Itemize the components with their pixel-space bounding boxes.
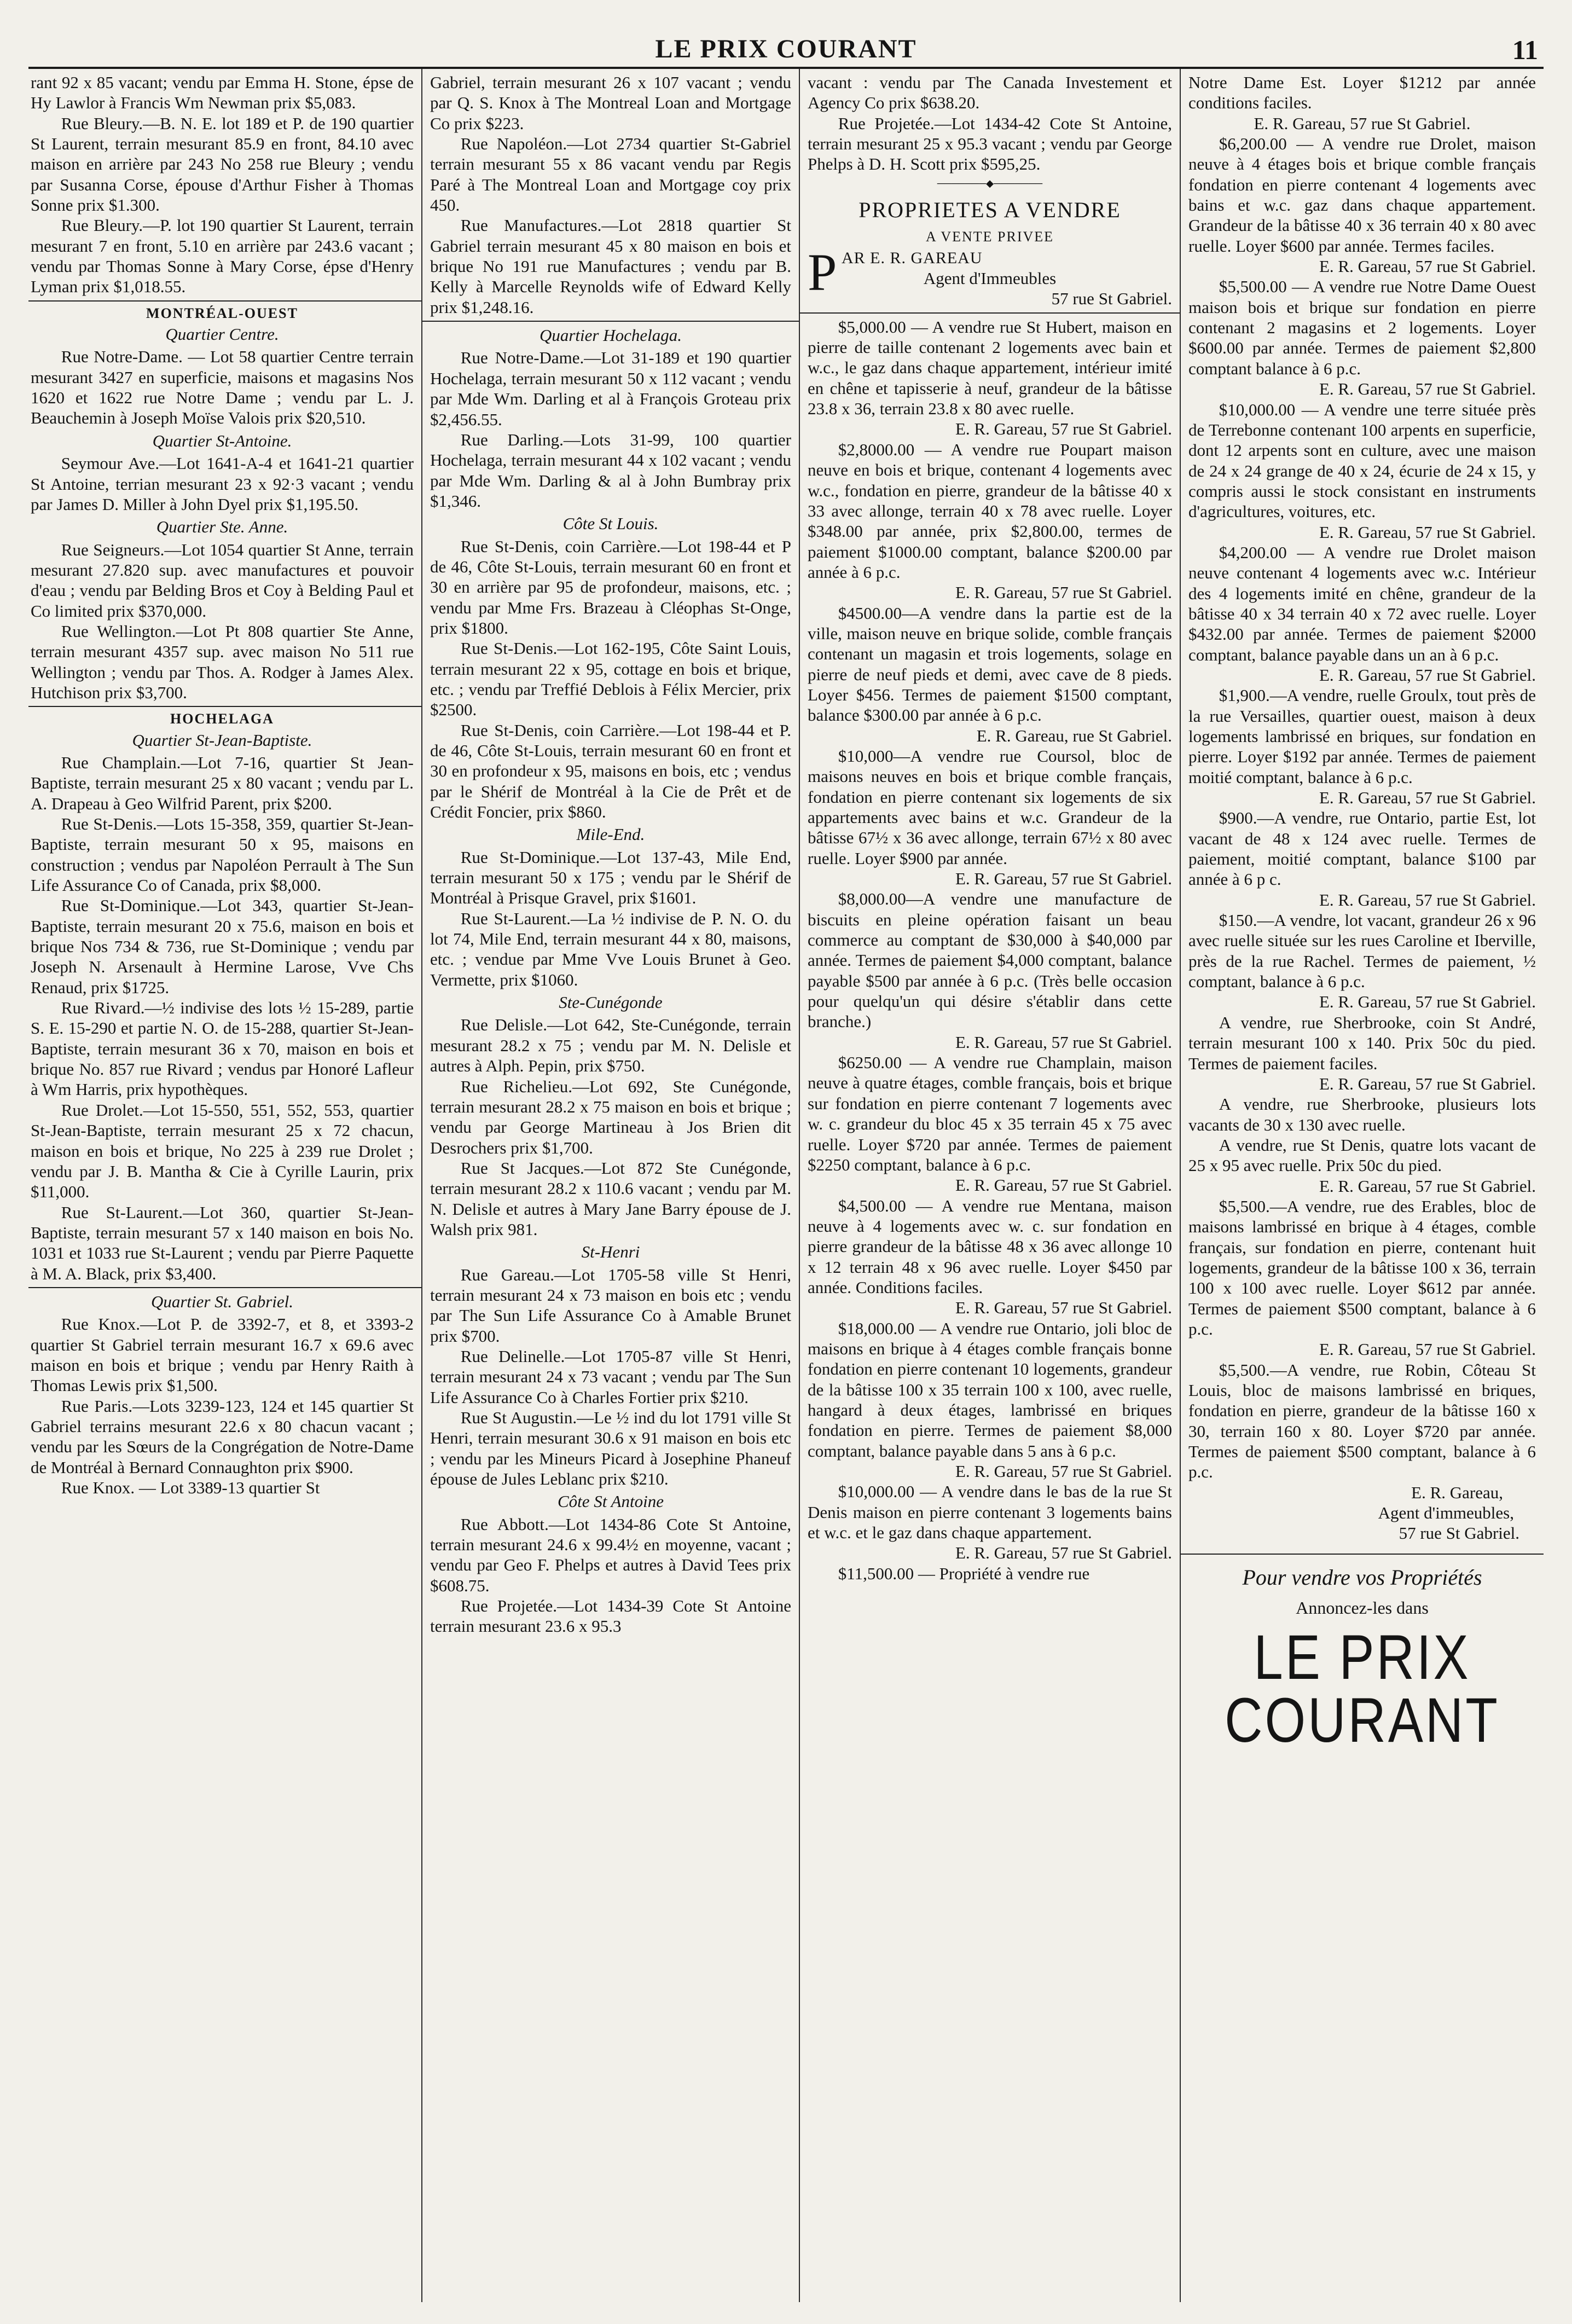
district-heading: St-Henri — [581, 1242, 640, 1262]
listing: rant 92 x 85 vacant; vendu par Emma H. Stone, épse de Hy Lawlor à Francis Wm Newman prix $5,083. — [31, 73, 414, 113]
promo-subtitle: Annoncez-les dans — [1296, 1597, 1429, 1618]
signature: E. R. Gareau, 57 rue St Gabriel. — [955, 1543, 1172, 1563]
divider — [28, 300, 421, 302]
listing: Rue Notre-Dame. — Lot 58 quartier Centre terrain mesurant 3427 en superficie, maisons et magasins Nos 1620 et 1622 rue Notre Dame ; vendu par L. J. Beauchemin à Joseph Moïse Valois prix $20,510. — [31, 347, 414, 428]
section-heading: MONTRÉAL-OUEST — [146, 305, 298, 321]
listing: Rue Darling.—Lots 31-99, 100 quartier Hochelaga, terrain mesurant 44 x 102 vacant ; vendu par Mde Wm. Darling & al à John Bumbray prix $1,346. — [430, 430, 791, 511]
listing: Rue St-Denis.—Lots 15-358, 359, quartier St-Jean-Baptiste, terrain mesurant 50 x 95, maisons en construction ; vendus par Napoléon Perrault à The Sun Life Assurance Co of Canada, prix $8,000. — [31, 814, 414, 895]
agent-block — [808, 242, 1172, 309]
drop-cap: P — [808, 242, 837, 302]
column-2 — [421, 69, 799, 2302]
listing: Rue Wellington.—Lot Pt 808 quartier Ste Anne, terrain mesurant 4357 sup. avec maison No 511 rue Wellington ; vendu par Thos. A. Rodger à James Alex. Hutchison prix $3,700. — [31, 621, 414, 702]
district-heading: Quartier Hochelaga. — [539, 326, 682, 345]
ornament-divider: ───────◆─────── — [937, 177, 1043, 189]
agent-address: 57 rue St Gabriel. — [1051, 289, 1172, 309]
listing: $4,200.00 — A vendre rue Drolet maison neuve contenant 4 logements avec w.c. Intérieur des 4 logements imité en chêne, grandeur de la bâtisse 40 x 34 terrain 40 x 72 avec ruelle. Loyer $432.00 par année. Termes de paiement $2000 comptant, balance payable dans un an à 6 p.c. — [1188, 542, 1536, 664]
listing: Rue St Augustin.—Le ½ ind du lot 1791 ville St Henri, terrain mesurant 30.6 x 91 maison en bois etc ; vendu par les Mineurs Picard à Josephine Phaneuf épouse de Jules Leblanc prix $210. — [430, 1408, 791, 1489]
signature: E. R. Gareau, 57 rue St Gabriel. — [955, 1032, 1172, 1052]
listing: $1,900.—A vendre, ruelle Groulx, tout près de la rue Versailles, quartier ouest, maison à deux logements lambrissé en briques, sur fondation en pierre. Loyer $192 par année. Termes de paiement moitié comptant, balance à 6 p.c. — [1188, 686, 1536, 787]
signature: E. R. Gareau, 57 rue St Gabriel. — [955, 419, 1172, 439]
listing: Rue Delinelle.—Lot 1705-87 ville St Henri, terrain mesurant 24 x 73 vacant ; vendu par The Sun Life Assurance Co à Charles Fortier prix $210. — [430, 1346, 791, 1407]
listing: $900.—A vendre, rue Ontario, partie Est, lot vacant de 48 x 124 avec ruelle. Termes de paiement, moitié comptant, balance $100 par année à 6 p c. — [1188, 808, 1536, 889]
promo-title: Pour vendre vos Propriétés — [1242, 1564, 1482, 1590]
signature: E. R. Gareau, 57 rue St Gabriel. — [1319, 788, 1536, 808]
signature: E. R. Gareau, 57 rue St Gabriel. — [1319, 890, 1536, 909]
listing: $8,000.00—A vendre une manufacture de biscuits en pleine opération faisant un beau commerce au comptant de $30,000 à $40,000 par année. Termes de paiement $4,000 comptant, balance payable $500 par année à 6 p.c. (Très belle occasion pour quelqu'un qui désire s'établir dans cette branche.) — [808, 889, 1172, 1031]
listing: Rue Champlain.—Lot 7-16, quartier St Jean-Baptiste, terrain mesurant 25 x 80 vacant ; vendu par L. A. Drapeau à Geo Wilfrid Parent, prix $200. — [31, 752, 414, 813]
subheading: A VENTE PRIVEE — [925, 228, 1054, 245]
listing: A vendre, rue Sherbrooke, coin St André, terrain mesurant 100 x 140. Prix 50c du pied. Termes de paiement faciles. — [1188, 1012, 1536, 1073]
district-heading: Quartier Centre. — [165, 324, 279, 344]
listing: $4500.00—A vendre dans la partie est de la ville, maison neuve en brique solide, comble français contenant un magasin et trois logements, solage en pierre de neuf pieds et demi, avec cave de 8 pieds. Loyer $456. Termes de paiement $1500 comptant, balance $300.00 par année à 6 p.c. — [808, 603, 1172, 725]
listing: Rue Rivard.—½ indivise des lots ½ 15-289, partie S. E. 15-290 et partie N. O. de 15-288, quartier St-Jean-Baptiste, terrain mesurant 36 x 70, maison en bois et brique No. 857 rue Rivard ; vendus par Honoré Lafleur à Wm Harris, prix hypothèques. — [31, 998, 414, 1099]
listing: $5,500.—A vendre, rue des Erables, bloc de maisons lambrissé en brique à 4 étages, comble français, sur fondation en pierre, contenant huit logements, grandeur de la bâtisse 100 x 36, terrain 100 x 100 avec ruelle. Loyer $612 par année. Termes de paiement $500 comptant, balance à 6 p.c. — [1188, 1196, 1536, 1338]
listing: $10,000—A vendre rue Coursol, bloc de maisons neuves en bois et brique comble français, fondation en pierre contenant six logements de six appartements avec bains et w.c. Grandeur de la bâtisse 67½ x 36 avec allonge, terrain 67½ x 80 avec ruelle. Loyer $900 par année. — [808, 746, 1172, 868]
listing: Rue Knox.—Lot P. de 3392-7, et 8, et 3393-2 quartier St Gabriel terrain mesurant 16.7 x 69.6 avec maison en bois et brique ; vendu par Henry Raith à Thomas Lewis prix $1,500. — [31, 1314, 414, 1395]
listing: Rue St-Laurent.—La ½ indivise de P. N. O. du lot 74, Mile End, terrain mesurant 44 x 80, maisons, etc. ; vendue par Mme Vve Louis Brunet à Geo. Vermette, prix $1060. — [430, 908, 791, 989]
section-heading: HOCHELAGA — [170, 711, 274, 727]
signature: E. R. Gareau, 57 rue St Gabriel. — [1254, 113, 1471, 133]
listing: Rue St-Denis, coin Carrière.—Lot 198-44 et P de 46, Côte St-Louis, terrain mesurant 60 en front et 30 en arrière par 95 de profondeur, maisons, etc. ; vendu par Mme Frs. Brazeau à Cléophas St-Onge, prix $1800. — [430, 536, 791, 637]
listing: $6250.00 — A vendre rue Champlain, maison neuve à quatre étages, comble français, bois et brique sur fondation en pierre contenant 7 logements avec w. c. grandeur du bloc 45 x 35 terrain 45 x 75 avec ruelle. Loyer $720 par année. Termes de paiement $2250 comptant, balance à 6 p.c. — [808, 1053, 1172, 1174]
divider — [28, 1287, 421, 1288]
signature: E. R. Gareau, 57 rue St Gabriel. — [955, 583, 1172, 602]
listing: Rue Notre-Dame.—Lot 31-189 et 190 quartier Hochelaga, terrain mesurant 50 x 112 vacant ; vendu par Mde Wm. Darling et al à François Groteau prix $2,456.55. — [430, 348, 791, 429]
district-heading: Quartier St-Antoine. — [152, 431, 292, 450]
signature: E. R. Gareau, 57 rue St Gabriel. — [1319, 992, 1536, 1012]
agent-role: Agent d'Immeubles — [923, 269, 1057, 288]
listing: $18,000.00 — A vendre rue Ontario, joli bloc de maisons en brique à 4 étages comble français bonne fondation en pierre contenant 10 logements, grandeur de la bâtisse 100 x 35 terrain 100 x 100, avec ruelle, hangard à deux étages, lambrissé en briques fondation en pierre. Termes de paiement $8,000 comptant, balance payable dans 5 ans à 6 p.c. — [808, 1318, 1172, 1461]
listing: Rue St Jacques.—Lot 872 Ste Cunégonde, terrain mesurant 28.2 x 110.6 vacant ; vendu par M. N. Delisle et autres à Mary Jane Barry épouse de J. Walsh prix 981. — [430, 1158, 791, 1239]
signature: E. R. Gareau, rue St Gabriel. — [976, 726, 1172, 745]
divider — [422, 321, 799, 322]
agent-name: AR E. R. GAREAU — [842, 248, 983, 267]
listing: Rue Delisle.—Lot 642, Ste-Cunégonde, terrain mesurant 28.2 x 75 ; vendu par M. N. Delisle et autres à Alph. Pepin, prix $750. — [430, 1015, 791, 1076]
listing: Rue Projetée.—Lot 1434-39 Cote St Antoine terrain mesurant 23.6 x 95.3 — [430, 1596, 791, 1636]
district-heading: Quartier St. Gabriel. — [150, 1291, 294, 1311]
district-heading: Mile-End. — [576, 825, 645, 844]
listing: $150.—A vendre, lot vacant, grandeur 26 x 96 avec ruelle située sur les rues Caroline et Iberville, près de la rue Rachel. Termes de paiement, ½ comptant, balance à 6 p.c. — [1188, 911, 1536, 992]
listing: Rue Gareau.—Lot 1705-58 ville St Henri, terrain mesurant 24 x 73 maison en bois etc ; vendu par The Sun Life Assurance Co à Amable Brunet prix $700. — [430, 1265, 791, 1346]
listing: $10,000.00 — A vendre dans le bas de la rue St Denis maison en pierre contenant 3 logements bains et w.c. et le gaz dans chaque appartement. — [808, 1482, 1172, 1543]
signature: E. R. Gareau, — [1411, 1482, 1503, 1502]
signature: E. R. Gareau, 57 rue St Gabriel. — [1319, 1074, 1536, 1093]
district-heading: Ste-Cunégonde — [559, 993, 663, 1012]
page-number: 11 — [1512, 34, 1538, 65]
listing: Rue Drolet.—Lot 15-550, 551, 552, 553, quartier St-Jean-Baptiste, terrain mesurant 25 x 72 chacun, maison en bois et brique, No 225 à 239 rue Drolet ; vendu par J. B. Mantha & Cie à Cyrille Laurin, prix $11,000. — [31, 1100, 414, 1202]
listing: $5,500.—A vendre, rue Robin, Côteau St Louis, bloc de maisons lambrissé en briques, fondation en pierre, grandeur de la bâtisse 160 x 30, terrain 160 x 80. Loyer $720 par année. Termes de paiement $500 comptant, balance à 6 p.c. — [1188, 1360, 1536, 1482]
signature: E. R. Gareau, 57 rue St Gabriel. — [955, 1462, 1172, 1481]
divider — [28, 706, 421, 707]
column-1 — [28, 69, 421, 2302]
listing: $10,000.00 — A vendre une terre située près de Terrebonne contenant 100 arpents en superficie, dont 12 arpents sont en culture, avec une maison de 24 x 24 grange de 40 x 24, écurie de 24 x 15, y compris aussi le stock consistant en instruments d'agricultures, voitures, etc. — [1188, 399, 1536, 521]
page-header — [28, 33, 1544, 69]
listing: vacant : vendu par The Canada Investement et Agency Co prix $638.20. — [808, 73, 1172, 113]
listing: Rue St-Dominique.—Lot 137-43, Mile End, terrain mesurant 50 x 175 ; vendu par le Shérif de Montréal à Prisque Gravel, prix $1601. — [430, 847, 791, 908]
listing: Rue Abbott.—Lot 1434-86 Cote St Antoine, terrain mesurant 24.6 x 99.4½ en moyenne, vacant ; vendu par Geo F. Phelps et autres à David Tees prix $608.75. — [430, 1514, 791, 1595]
district-heading: Côte St Antoine — [557, 1492, 664, 1511]
listing: Rue Seigneurs.—Lot 1054 quartier St Anne, terrain mesurant 27.820 sup. avec manufactures et pouvoir d'eau ; vendu par Belding Bros et Coy à Belding Paul et Co limited prix $370,000. — [31, 540, 414, 621]
divider — [800, 312, 1180, 314]
newspaper-title: LE PRIX COURANT — [655, 34, 917, 63]
listing: Rue St-Denis.—Lot 162-195, Côte Saint Louis, terrain mesurant 22 x 95, cottage en bois et brique, etc. ; vendu par Treffié Deblois à Félix Mercier, prix $2500. — [430, 639, 791, 720]
column-4 — [1180, 69, 1544, 2302]
column-3 — [799, 69, 1180, 2302]
signature: E. R. Gareau, 57 rue St Gabriel. — [955, 1298, 1172, 1318]
listing: $6,200.00 — A vendre rue Drolet, maison neuve à 4 étages bois et brique comble français fondation en pierre contenant 4 logements avec bains et w.c. gaz dans chaque appartement. Grandeur de la bâtisse 40 x 36 terrain 40 x 80 avec ruelle. Loyer $600 par année. Termes faciles. — [1188, 134, 1536, 256]
listing: $5,000.00 — A vendre rue St Hubert, maison en pierre de taille contenant 2 logements avec bain et w.c., le gaz dans chaque appartement, intérieur imité en chêne et tapisserie à neuf, grandeur de la bâtisse 23.8 x 36, terrain 23.8 x 80 avec ruelle. — [808, 317, 1172, 419]
listing: Rue St-Dominique.—Lot 343, quartier St-Jean-Baptiste, terrain mesurant 20 x 75.6, maison en bois et brique Nos 734 & 736, rue St-Dominique ; vendu par Joseph N. Arsenault à Hermine Larose, Vve Chs Renaud, prix $1725. — [31, 896, 414, 997]
signature: E. R. Gareau, 57 rue St Gabriel. — [1319, 1340, 1536, 1359]
signature: 57 rue St Gabriel. — [1399, 1523, 1519, 1543]
signature: E. R. Gareau, 57 rue St Gabriel. — [1319, 665, 1536, 685]
listing: Rue Bleury.—P. lot 190 quartier St Laurent, terrain mesurant 7 en front, 5.10 en arrière par 243.6 vacant ; vendu par Thomas Sonne à Mary Corse, épse d'Henry Lyman prix $1,018.55. — [31, 216, 414, 297]
listing: Rue Bleury.—B. N. E. lot 189 et P. de 190 quartier St Laurent, terrain mesurant 85.9 en front, 84.10 avec maison en arrière par 243 No 258 rue Bleury ; vendu par Susanna Corse, épouse d'Arthur Fisher à Thomas Sonne prix $1.300. — [31, 113, 414, 215]
listing: Rue Knox. — Lot 3389-13 quartier St — [61, 1478, 320, 1497]
listing: A vendre, rue Sherbrooke, plusieurs lots vacants de 30 x 130 avec ruelle. — [1188, 1094, 1536, 1134]
listing: Rue St-Laurent.—Lot 360, quartier St-Jean-Baptiste, terrain mesurant 57 x 140 maison en bois No. 1031 et 1033 rue St-Laurent ; vendu par Pierre Paquette à M. A. Black, prix $3,400. — [31, 1202, 414, 1283]
signature: Agent d'immeubles, — [1378, 1503, 1514, 1523]
listing: A vendre, rue St Denis, quatre lots vacant de 25 x 95 avec ruelle. Prix 50c du pied. — [1188, 1135, 1536, 1175]
listing: $4,500.00 — A vendre rue Mentana, maison neuve à 4 logements avec w. c. sur fondation en pierre grandeur de la bâtisse 48 x 36 avec allonge 10 x 12 terrain 48 x 96 avec ruelle. Loyer $450 par année. Conditions faciles. — [808, 1196, 1172, 1297]
district-heading: Quartier St-Jean-Baptiste. — [132, 730, 312, 750]
listing: Rue Paris.—Lots 3239-123, 124 et 145 quartier St Gabriel terrains mesurant 22.6 x 80 chacun vacant ; vendu par les Sœurs de la Congrégation de Notre-Dame de Montréal à Bernard Connaughton prix $900. — [31, 1396, 414, 1477]
signature: E. R. Gareau, 57 rue St Gabriel. — [1319, 379, 1536, 399]
listing: Rue Napoléon.—Lot 2734 quartier St-Gabriel terrain mesurant 55 x 86 vacant vendu par Regis Paré à The Montreal Loan and Mortgage coy prix 450. — [430, 134, 791, 215]
divider — [1181, 1554, 1544, 1555]
district-heading: Quartier Ste. Anne. — [156, 517, 288, 537]
district-heading: Côte St Louis. — [562, 514, 659, 534]
listing: Rue Projetée.—Lot 1434-42 Cote St Antoine, terrain mesurant 25 x 95.3 vacant ; vendu par George Phelps à D. H. Scott prix $595,25. — [808, 113, 1172, 174]
columns — [28, 69, 1544, 2302]
listing: $5,500.00 — A vendre rue Notre Dame Ouest maison bois et brique sur fondation en pierre contenant 2 magasins et 2 logements. Loyer $600.00 par année. Termes de paiement $2,800 comptant balance à 6 p.c. — [1188, 277, 1536, 378]
signature: E. R. Gareau, 57 rue St Gabriel. — [955, 869, 1172, 889]
listing: Rue St-Denis, coin Carrière.—Lot 198-44 et P. de 46, Côte St-Louis, terrain mesurant 60 en front et 30 en profondeur x 95, maisons en bois, etc ; vendus par le Shérif de Montréal à la Cie de Prêt et de Crédit Foncier, prix $860. — [430, 720, 791, 822]
listing: Seymour Ave.—Lot 1641-A-4 et 1641-21 quartier St Antoine, terrian mesurant 23 x 92·3 vacant ; vendu par James D. Miller à John Dyel prix $1,195.50. — [31, 454, 414, 514]
promo-newspaper-name: LE PRIX COURANT — [1225, 1622, 1500, 1756]
signature: E. R. Gareau, 57 rue St Gabriel. — [1319, 522, 1536, 542]
signature: E. R. Gareau, 57 rue St Gabriel. — [955, 1175, 1172, 1195]
listing: Rue Richelieu.—Lot 692, Ste Cunégonde, terrain mesurant 28.2 x 75 maison en bois et brique ; vendu par George Martineau à Jos Brien dit Desrochers prix $1,700. — [430, 1076, 791, 1157]
listing: Gabriel, terrain mesurant 26 x 107 vacant ; vendu par Q. S. Knox à The Montreal Loan and Mortgage Co prix $223. — [430, 73, 791, 133]
listing: $11,500.00 — Propriété à vendre rue — [838, 1563, 1090, 1583]
listing: Notre Dame Est. Loyer $1212 par année conditions faciles. — [1188, 73, 1536, 113]
section-heading: PROPRIETES A VENDRE — [858, 198, 1121, 223]
signature: E. R. Gareau, 57 rue St Gabriel. — [1319, 257, 1536, 276]
listing: $2,8000.00 — A vendre rue Poupart maison neuve en bois et brique, contenant 4 logements avec w.c., fondation en pierre, grandeur de la bâtisse 40 x 33 avec allonge, terrain 40 x 78 avec ruelle. Loyer $348.00 par année, prix $2,800.00, termes de paiement $1000.00 comptant, balance $200.00 par année à 6 p.c. — [808, 439, 1172, 582]
listing: Rue Manufactures.—Lot 2818 quartier St Gabriel terrain mesurant 45 x 80 maison en bois et brique No 191 rue Manufactures ; vendu par B. Kelly à Marcelle Reynolds wife of Edward Kelly prix $1,248.16. — [430, 216, 791, 317]
signature: E. R. Gareau, 57 rue St Gabriel. — [1319, 1176, 1536, 1196]
